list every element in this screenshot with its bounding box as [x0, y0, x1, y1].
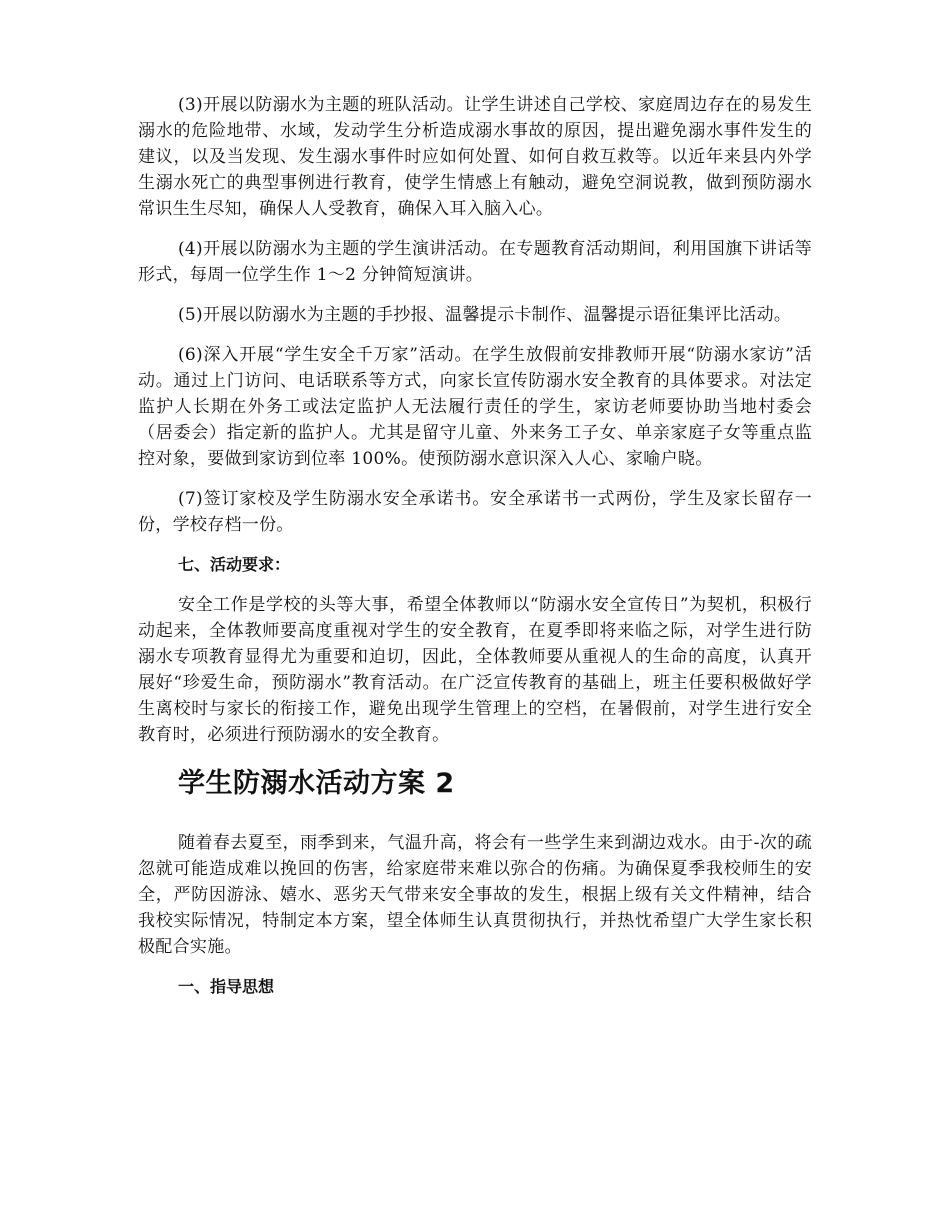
paragraph-intro: 随着春去夏至，雨季到来，气温升高，将会有一些学生来到湖边戏水。由于-次的疏忽就可能造成难以挽回的伤害，给家庭带来难以弥合的伤痛。为确保夏季我校师生的安全，严防因游泳、嬉水、恶劣天气带来安全事故的发生，根据上级有关文件精神，结合我校实际情况，特制定本方案，望全体师生认真贯彻执行，并热忱希望广大学生家长积极配合实施。	[138, 833, 812, 957]
paragraph-item-4: (4)开展以防溺水为主题的学生演讲活动。在专题教育活动期间，利用国旗下讲话等形式，每周一位学生作 1～2 分钟简短演讲。	[138, 239, 812, 285]
paragraph-requirements: 安全工作是学校的头等大事，希望全体教师以“防溺水安全宣传日”为契机，积极行动起来，全体教师要高度重视对学生的安全教育，在夏季即将来临之际，对学生进行防溺水专项教育显得尤为重要和迫切，因此，全体教师要从重视人的生命的高度，认真开展好“珍爱生命，预防溺水”教育活动。在广泛宣传教育的基础上，班主任要积极做好学生离校时与家长的衔接工作，避免出现学生管理上的空档，在暑假前，对学生进行安全教育时，必须进行预防溺水的安全教育。	[138, 595, 812, 745]
paragraph-item-6: (6)深入开展“学生安全千万家”活动。在学生放假前安排教师开展“防溺水家访”活动。通过上门访问、电话联系等方式，向家长宣传防溺水安全教育的具体要求。对法定监护人长期在外务工或法定监护人无法履行责任的学生，家访老师要协助当地村委会（居委会）指定新的监护人。尤其是留守儿童、外来务工子女、单亲家庭子女等重点监控对象，要做到家访到位率 100%。使预防溺水意识深入人心、家喻户晓。	[138, 345, 812, 469]
document-title: 学生防溺水活动方案 2	[178, 768, 455, 799]
section-heading-guiding-ideology: 一、指导思想	[178, 977, 275, 996]
paragraph-item-7: (7)签订家校及学生防溺水安全承诺书。安全承诺书一式两份，学生及家长留存一份，学校存档一份。	[138, 489, 812, 535]
paragraph-item-3: (3)开展以防溺水为主题的班队活动。让学生讲述自己学校、家庭周边存在的易发生溺水的危险地带、水域，发动学生分析造成溺水事故的原因，提出避免溺水事件发生的建议，以及当发现、发生溺水事件时应如何处置、如何自救互救等。以近年来县内外学生溺水死亡的典型事例进行教育，使学生情感上有触动，避免空洞说教，做到预防溺水常识生生尽知，确保人人受教育，确保入耳入脑入心。	[138, 95, 812, 219]
section-heading-requirements: 七、活动要求：	[178, 555, 291, 574]
paragraph-item-5: (5)开展以防溺水为主题的手抄报、温馨提示卡制作、温馨提示语征集评比活动。	[178, 305, 792, 325]
document-page	[138, 92, 812, 1014]
